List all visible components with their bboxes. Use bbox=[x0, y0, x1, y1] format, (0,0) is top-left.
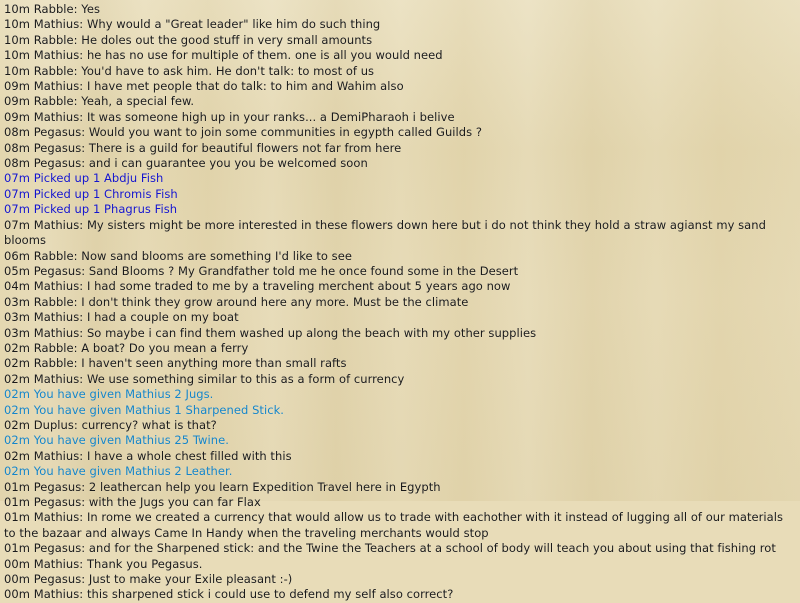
chat-timestamp: 08m bbox=[4, 125, 30, 140]
chat-timestamp: 07m bbox=[4, 186, 30, 201]
chat-timestamp: 10m bbox=[4, 63, 30, 78]
chat-line bbox=[4, 372, 796, 387]
chat-message-text: Pegasus: 2 leathercan help you learn Expedition Travel here in Egypth bbox=[33, 479, 441, 494]
chat-message-text: Mathius: this sharpened stick i could use to defend my self also correct? bbox=[33, 587, 454, 602]
chat-line bbox=[4, 171, 796, 186]
chat-message-text: Picked up 1 Chromis Fish bbox=[33, 186, 178, 201]
chat-message-text: Mathius: We use something similar to this as a form of currency bbox=[33, 371, 405, 386]
chat-message-text: Pegasus: with the Jugs you can far Flax bbox=[33, 495, 261, 509]
chat-message-text: Mathius: I had a couple on my boat bbox=[33, 310, 239, 325]
chat-line bbox=[4, 279, 796, 294]
chat-message-text: Pegasus: and for the Sharpened stick: and the Twine the Teachers at a school of body will teach you about using that fishing rot bbox=[33, 541, 776, 556]
chat-timestamp: 05m bbox=[4, 263, 30, 278]
chat-message-text: Duplus: currency? what is that? bbox=[33, 417, 217, 432]
chat-line bbox=[4, 449, 796, 464]
chat-timestamp: 03m bbox=[4, 294, 30, 309]
chat-timestamp: 01m bbox=[4, 495, 30, 509]
chat-line bbox=[4, 64, 796, 79]
chat-message-text: Mathius: It was someone high up in your ranks... a DemiPharaoh i belive bbox=[33, 109, 455, 124]
chat-message-text: You have given Mathius 1 Sharpened Stick. bbox=[33, 402, 285, 417]
chat-timestamp: 07m bbox=[4, 202, 30, 217]
chat-line bbox=[4, 541, 796, 556]
chat-line bbox=[4, 249, 796, 264]
chat-message-text: Rabble: A boat? Do you mean a ferry bbox=[33, 340, 249, 355]
chat-line bbox=[4, 418, 796, 433]
chat-message-text: Mathius: I have met people that do talk: to him and Wahim also bbox=[33, 79, 404, 94]
chat-line bbox=[4, 572, 796, 587]
chat-line bbox=[4, 387, 796, 402]
chat-line bbox=[4, 403, 796, 418]
chat-message-text: Mathius: Thank you Pegasus. bbox=[33, 556, 203, 571]
chat-timestamp: 04m bbox=[4, 279, 30, 294]
chat-line bbox=[4, 510, 796, 541]
chat-line bbox=[4, 587, 796, 602]
chat-message-text: You have given Mathius 2 Leather. bbox=[33, 464, 233, 479]
chat-timestamp: 10m bbox=[4, 48, 30, 63]
chat-line bbox=[4, 125, 796, 140]
chat-message-text: Rabble: Yeah, a special few. bbox=[33, 94, 195, 109]
chat-timestamp: 02m bbox=[4, 417, 30, 432]
chat-timestamp: 10m bbox=[4, 2, 30, 16]
chat-line bbox=[4, 557, 796, 572]
chat-line bbox=[4, 141, 796, 156]
chat-message-text: Mathius: I have a whole chest filled with this bbox=[33, 448, 292, 463]
chat-line bbox=[4, 202, 796, 217]
chat-timestamp: 09m bbox=[4, 94, 30, 109]
chat-line bbox=[4, 94, 796, 109]
chat-message-text: Mathius: he has no use for multiple of them. one is all you would need bbox=[33, 48, 443, 63]
chat-timestamp: 09m bbox=[4, 109, 30, 124]
chat-message-text: Mathius: My sisters might be more interested in these flowers down here but i do not think they hold a straw agianst my sand blooms bbox=[4, 217, 766, 248]
chat-message-text: Mathius: Why would a "Great leader" like him do such thing bbox=[33, 17, 381, 32]
chat-line bbox=[4, 156, 796, 171]
chat-timestamp: 08m bbox=[4, 156, 30, 171]
chat-line bbox=[4, 480, 796, 495]
chat-line bbox=[4, 187, 796, 202]
chat-message-text: Rabble: I don't think they grow around here any more. Must be the climate bbox=[33, 294, 469, 309]
chat-line bbox=[4, 495, 796, 510]
chat-message-text: Picked up 1 Phagrus Fish bbox=[33, 202, 178, 217]
chat-line bbox=[4, 326, 796, 341]
chat-line bbox=[4, 433, 796, 448]
chat-line bbox=[4, 2, 796, 17]
chat-message-text: Rabble: I haven't seen anything more than small rafts bbox=[33, 356, 347, 371]
chat-timestamp: 07m bbox=[4, 171, 30, 186]
chat-timestamp: 03m bbox=[4, 325, 30, 340]
chat-line bbox=[4, 48, 796, 63]
chat-timestamp: 00m bbox=[4, 587, 30, 602]
chat-line bbox=[4, 356, 796, 371]
chat-message-text: Mathius: In rome we created a currency that would allow us to trade with eachother with it instead of lugging all of our materials to the bazaar and always Came In Handy when the traveling merchants would stop bbox=[4, 510, 784, 540]
chat-timestamp: 00m bbox=[4, 556, 30, 571]
chat-timestamp: 01m bbox=[4, 541, 30, 556]
chat-message-text: Pegasus: Would you want to join some communities in egypth called Guilds ? bbox=[33, 125, 483, 140]
chat-timestamp: 10m bbox=[4, 17, 30, 32]
chat-message-text: You have given Mathius 25 Twine. bbox=[33, 433, 229, 448]
chat-timestamp: 06m bbox=[4, 248, 30, 263]
chat-message-text: Rabble: Yes bbox=[33, 2, 101, 16]
chat-message-text: Rabble: You'd have to ask him. He don't talk: to most of us bbox=[33, 63, 375, 78]
chat-message-text: Rabble: Now sand blooms are something I'd like to see bbox=[33, 248, 352, 263]
chat-timestamp: 02m bbox=[4, 448, 30, 463]
chat-line bbox=[4, 17, 796, 32]
chat-timestamp: 02m bbox=[4, 340, 30, 355]
chat-timestamp: 02m bbox=[4, 402, 30, 417]
chat-timestamp: 01m bbox=[4, 510, 30, 525]
chat-message-text: Pegasus: Just to make your Exile pleasant :-) bbox=[33, 572, 293, 587]
chat-message-text: You have given Mathius 2 Jugs. bbox=[33, 387, 214, 402]
chat-timestamp: 08m bbox=[4, 140, 30, 155]
chat-message-text: Mathius: I had some traded to me by a traveling merchent about 5 years ago now bbox=[33, 279, 511, 294]
chat-message-text: Pegasus: and i can guarantee you you be welcomed soon bbox=[33, 156, 368, 171]
chat-line bbox=[4, 295, 796, 310]
chat-line bbox=[4, 110, 796, 125]
chat-timestamp: 01m bbox=[4, 479, 30, 494]
chat-message-text: Rabble: He doles out the good stuff in very small amounts bbox=[33, 32, 373, 47]
chat-line bbox=[4, 264, 796, 279]
chat-timestamp: 02m bbox=[4, 356, 30, 371]
chat-message-text: Picked up 1 Abdju Fish bbox=[33, 171, 164, 186]
chat-message-text: Mathius: So maybe i can find them washed up along the beach with my other supplies bbox=[33, 325, 537, 340]
chat-line bbox=[4, 33, 796, 48]
chat-timestamp: 03m bbox=[4, 310, 30, 325]
chat-timestamp: 07m bbox=[4, 217, 30, 232]
chat-timestamp: 10m bbox=[4, 32, 30, 47]
chat-line bbox=[4, 464, 796, 479]
chat-timestamp: 02m bbox=[4, 433, 30, 448]
chat-line bbox=[4, 218, 796, 249]
chat-line bbox=[4, 79, 796, 94]
chat-timestamp: 09m bbox=[4, 79, 30, 94]
chat-line bbox=[4, 341, 796, 356]
chat-message-text: Pegasus: Sand Blooms ? My Grandfather told me he once found some in the Desert bbox=[33, 263, 519, 278]
chat-message-text: Pegasus: There is a guild for beautiful flowers not far from here bbox=[33, 140, 402, 155]
chat-timestamp: 02m bbox=[4, 464, 30, 479]
chat-timestamp: 00m bbox=[4, 572, 30, 587]
chat-line bbox=[4, 310, 796, 325]
chat-timestamp: 02m bbox=[4, 371, 30, 386]
chat-timestamp: 02m bbox=[4, 387, 30, 402]
